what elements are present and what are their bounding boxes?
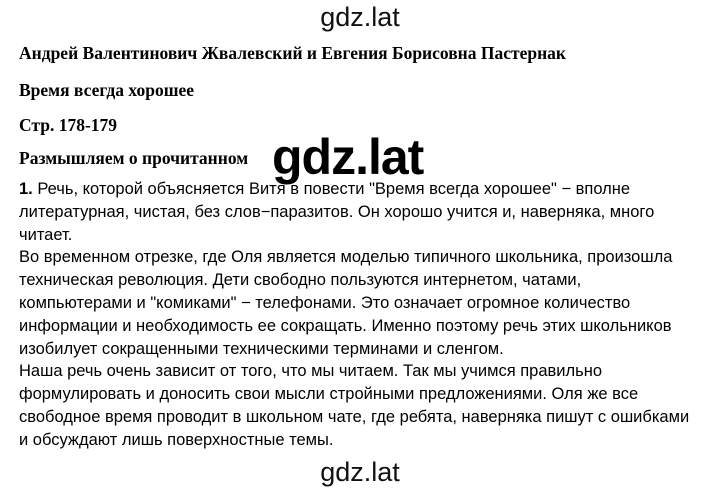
- answer-line: Во временном отрезке, где Оля является моделью типичного школьника, произошла: [19, 248, 673, 267]
- answer-text: [19, 178, 719, 452]
- answer-number: 1.: [19, 180, 33, 198]
- book-title: Время всегда хорошее: [19, 80, 195, 100]
- answer-line: Наша речь очень зависит от того, что мы читаем. Так мы учимся правильно: [19, 362, 603, 381]
- answer-line: изобилует сокращенными техническими терминами и сленгом.: [19, 339, 504, 358]
- watermark-center: gdz.lat: [272, 129, 424, 185]
- watermark-bottom: gdz.lat: [320, 457, 400, 487]
- answer-line: информации и необходимость ее сокращать. Именно поэтому речь этих школьников: [19, 316, 672, 335]
- answer-line: 1. Речь, которой объясняется Витя в повести "Время всегда хорошее" − вполне: [19, 180, 631, 198]
- answer-line: читает.: [19, 225, 73, 244]
- watermark-top: gdz.lat: [320, 2, 400, 32]
- page-reference: Стр. 178-179: [19, 115, 118, 135]
- answer-line: компьютерами и "комиками" − телефонами. Это означает огромное количество: [19, 293, 631, 312]
- answer-line: формулировать и доносить свои мысли стройными предложениями. Оля же все: [19, 385, 639, 404]
- answer-line: свободное время проводит в школьном чате, где ребята, наверняка пишут с ошибками: [19, 407, 690, 426]
- authors-heading: Андрей Валентинович Жвалевский и Евгения Борисовна Пастернак: [19, 43, 567, 63]
- answer-line: и обсуждают лишь поверхностные темы.: [19, 430, 334, 449]
- section-heading: Размышляем о прочитанном: [19, 148, 249, 168]
- answer-line: техническая революция. Дети свободно пользуются интернетом, чатами,: [19, 271, 582, 290]
- answer-line: литературная, чистая, без слов−паразитов. Он хорошо учится и, наверняка, много: [19, 202, 655, 221]
